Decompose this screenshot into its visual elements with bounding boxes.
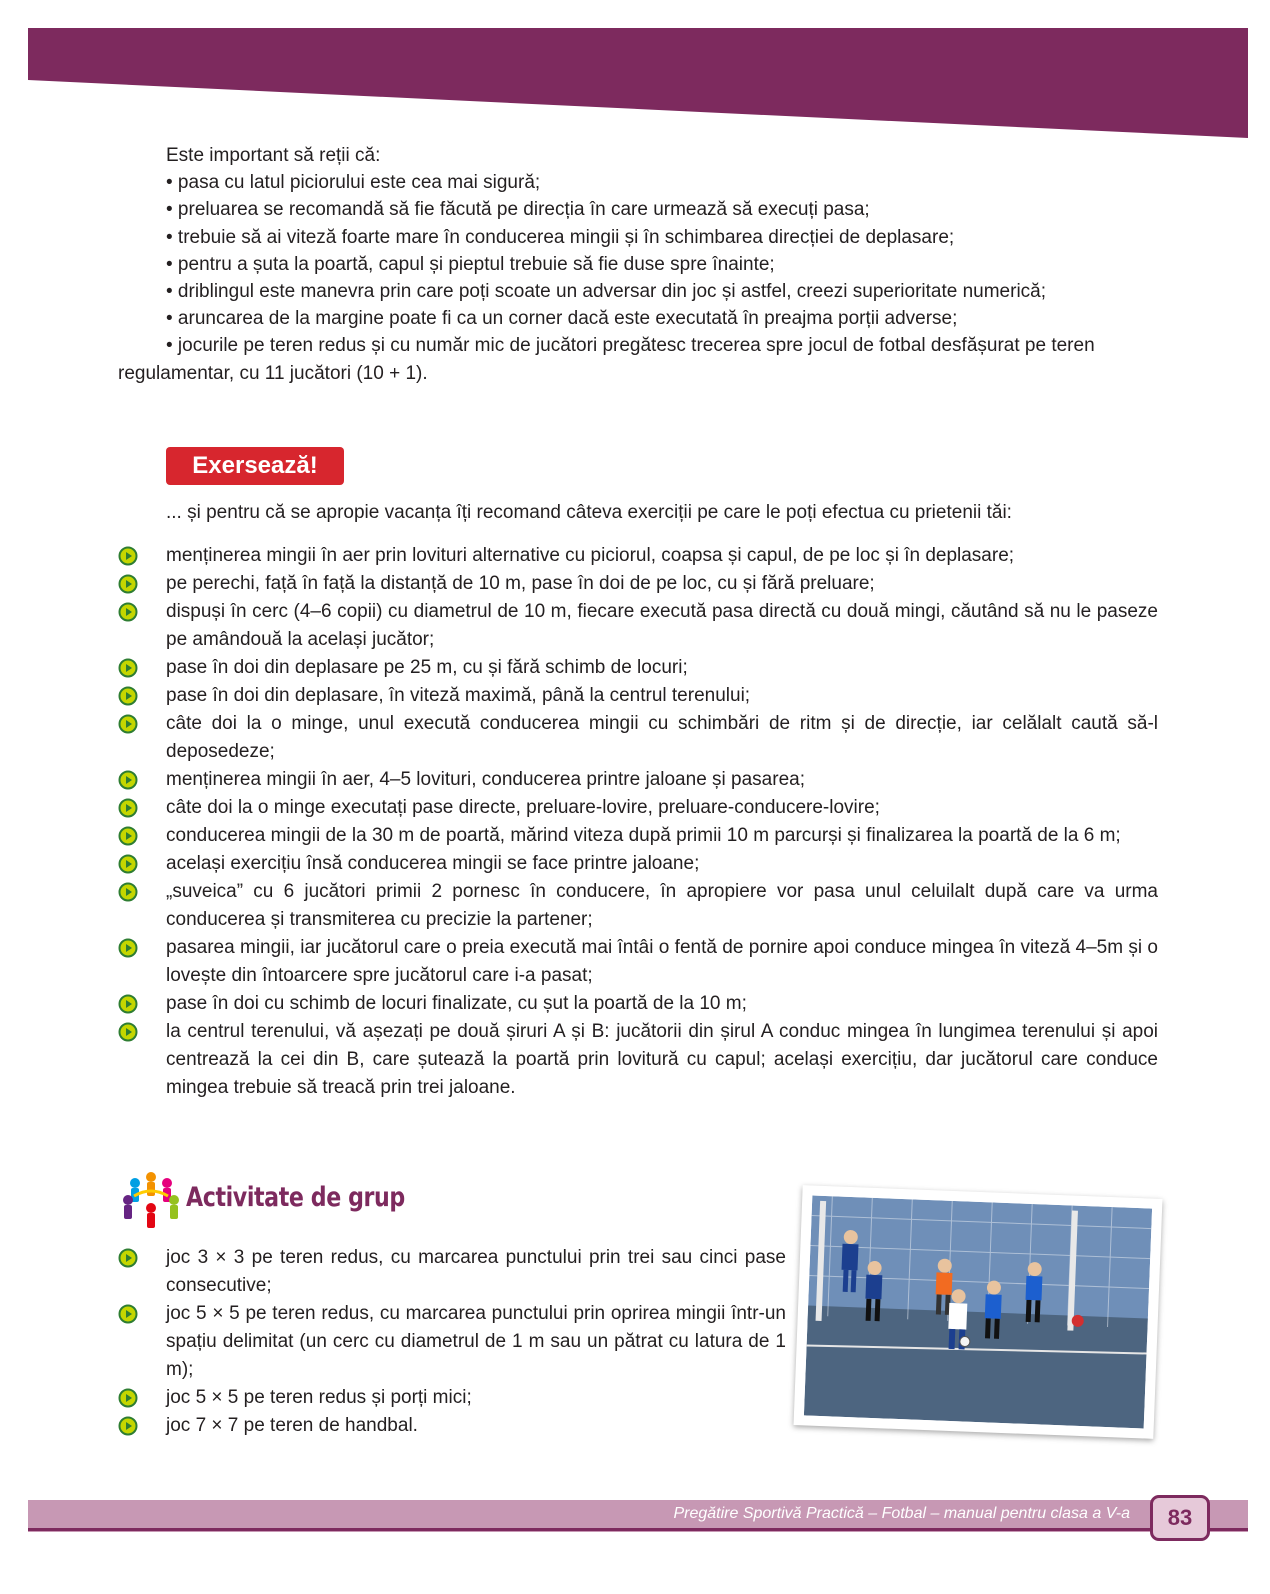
intro-heading: Este important să reții că: [166, 145, 381, 166]
bullet-icon [118, 686, 138, 706]
list-item: pase în doi cu schimb de locuri finalizate, cu șut la poartă de la 10 m; [118, 990, 1158, 1018]
intro-point: • jocurile pe teren redus și cu număr mic de jucători pregătesc trecerea spre jocul de fotbal desfășurat pe teren regulamentar, cu 11 jucători (10 + 1). [118, 335, 1095, 384]
bullet-icon [118, 882, 138, 902]
list-item: menținerea mingii în aer prin lovituri alternative cu piciorul, coapsa și capul, de pe loc și în deplasare; [118, 542, 1158, 570]
bullet-icon [118, 994, 138, 1014]
list-item: joc 5 × 5 pe teren redus și porți mici; [118, 1384, 786, 1412]
bullet-icon [118, 1416, 138, 1436]
list-item: pasarea mingii, iar jucătorul care o preia execută mai întâi o fentă de pornire apoi conduce mingea în viteză 4–5m și o lovește din întoarcere spre jucătorul care i-a pasat; [118, 934, 1158, 990]
exercise-lead: ... și pentru că se apropie vacanța îți recomand câteva exerciții pe care le poți efectua cu prietenii tăi: [166, 502, 1012, 523]
list-item: conducerea mingii de la 30 m de poartă, mărind viteza după primii 10 m parcurși și finalizarea la poartă de la 6 m; [118, 822, 1158, 850]
list-item: la centrul terenului, vă așezați pe două șiruri A și B: jucătorii din șirul A conduc mingea în lungimea terenului și apoi centrează la cei din B, care șutează la poartă prin lovitură cu capul; același exercițiu, dar jucătorul care conduce mingea trebuie să treacă prin trei jaloane. [118, 1018, 1158, 1102]
list-item: câte doi la o minge executați pase directe, preluare-lovire, preluare-conducere-lovire; [118, 794, 1158, 822]
footer-title: Pregătire Sportivă Practică – Fotbal – manual pentru clasa a V-a [673, 1505, 1130, 1522]
bullet-icon [118, 714, 138, 734]
intro-point: • driblingul este manevra prin care poți scoate un adversar din joc și astfel, creezi superioritate numerică; [166, 281, 1047, 303]
bullet-icon [118, 1304, 138, 1324]
intro-section [118, 142, 1158, 387]
list-item: joc 3 × 3 pe teren redus, cu marcarea punctului prin trei sau cinci pase consecutive; [118, 1244, 786, 1300]
futsal-photo [794, 1185, 1163, 1439]
intro-point: • preluarea se recomandă să fie făcută pe direcția în care urmează să execuți pasa; [166, 199, 870, 221]
header-band [0, 0, 1270, 160]
bullet-icon [118, 798, 138, 818]
exercise-badge: Exersează! [166, 447, 344, 485]
bullet-icon [118, 546, 138, 566]
bullet-icon [118, 602, 138, 622]
children-circle-icon [118, 1168, 184, 1232]
bullet-icon [118, 826, 138, 846]
list-item: același exercițiu însă conducerea mingii se face printre jaloane; [118, 850, 1158, 878]
bullet-icon [118, 1022, 138, 1042]
bullet-icon [118, 770, 138, 790]
bullet-icon [118, 938, 138, 958]
list-item: joc 7 × 7 pe teren de handbal. [118, 1412, 786, 1440]
intro-point: • trebuie să ai viteză foarte mare în conducerea mingii și în schimbarea direcției de deplasare; [166, 226, 955, 248]
group-activity-title: Activitate de grup [186, 1182, 405, 1213]
bullet-icon [118, 574, 138, 594]
list-item: câte doi la o minge, unul execută conducerea mingii cu schimbări de ritm și de direcție, iar celălalt caută să-l deposedeze; [118, 710, 1158, 766]
intro-point: • aruncarea de la margine poate fi ca un corner dacă este executată în preajma porții adverse; [166, 308, 958, 330]
list-item: menținerea mingii în aer, 4–5 lovituri, conducerea printre jaloane și pasarea; [118, 766, 1158, 794]
bullet-icon [118, 1388, 138, 1408]
list-item: pase în doi din deplasare, în viteză maximă, până la centrul terenului; [118, 682, 1158, 710]
intro-point: • pentru a șuta la poartă, capul și pieptul trebuie să fie duse spre înainte; [166, 253, 775, 275]
list-item: pe perechi, față în față la distanță de 10 m, pase în doi de pe loc, cu și fără preluare; [118, 570, 1158, 598]
footer-divider [28, 1528, 1248, 1531]
group-activity-list [118, 1244, 786, 1440]
group-activity-header [118, 1168, 418, 1232]
exercise-list [118, 542, 1158, 1102]
list-item: joc 5 × 5 pe teren redus, cu marcarea punctului prin oprirea mingii într-un spațiu delimitat (un cerc cu diametrul de 1 m sau un pătrat cu latura de 1 m); [118, 1300, 786, 1384]
list-item: „suveica” cu 6 jucători primii 2 pornesc în conducere, în apropiere vor pasa unul celuilalt după care va urma conducerea și transmiterea cu precizie la partener; [118, 878, 1158, 934]
bullet-icon [118, 854, 138, 874]
page-number: 83 [1150, 1495, 1210, 1541]
bullet-icon [118, 658, 138, 678]
intro-point: • pasa cu latul piciorului este cea mai sigură; [166, 172, 541, 194]
list-item: pase în doi din deplasare pe 25 m, cu și fără schimb de locuri; [118, 654, 1158, 682]
futsal-scene-image [804, 1196, 1152, 1429]
list-item: dispuși în cerc (4–6 copii) cu diametrul de 10 m, fiecare execută pasa directă cu două mingi, căutând să nu le paseze pe amândouă la același jucător; [118, 598, 1158, 654]
bullet-icon [118, 1248, 138, 1268]
